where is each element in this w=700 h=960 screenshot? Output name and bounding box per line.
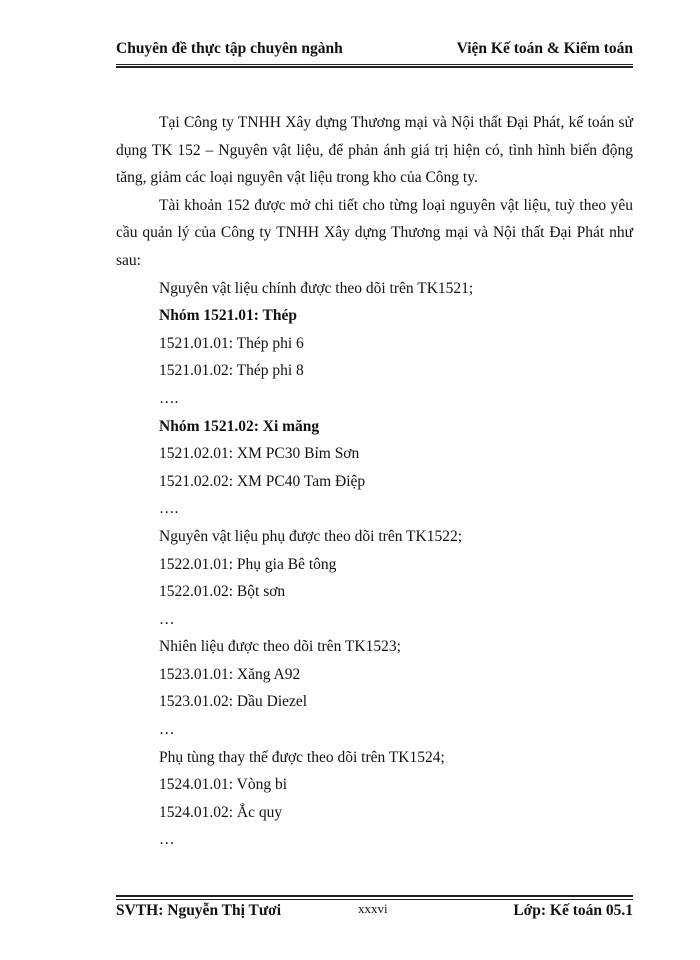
- list-line: 1522.01.02: Bột sơn: [159, 583, 286, 601]
- list-line: 1523.01.02: Dầu Diezel: [159, 693, 308, 711]
- list-line: Nguyên vật liệu phụ được theo dõi trên TK1522;: [159, 527, 463, 545]
- list-line: ….: [159, 500, 179, 518]
- group-heading: Nhóm 1521.01: Thép: [159, 307, 297, 325]
- footer-class: Lớp: Kế toán 05.1: [513, 902, 633, 919]
- list-line: 1524.01.02: Ắc quy: [159, 803, 283, 821]
- list-line: 1521.01.01: Thép phi 6: [159, 334, 304, 352]
- page-header: [116, 40, 633, 64]
- list-line: …: [159, 721, 175, 739]
- list-line: 1524.01.01: Vòng bi: [159, 776, 288, 794]
- footer-rule-thick: [116, 895, 633, 897]
- list-line: 1521.02.01: XM PC30 Bỉm Sơn: [159, 445, 360, 463]
- group-heading: Nhóm 1521.02: Xi măng: [159, 417, 320, 435]
- list-line: …: [159, 610, 175, 628]
- list-line: Phụ tùng thay thế được theo dõi trên TK1524;: [159, 748, 445, 766]
- list-line: 1521.01.02: Thép phi 8: [159, 362, 304, 380]
- footer-rule: [116, 899, 633, 900]
- header-left: Chuyên đề thực tập chuyên ngành: [116, 40, 343, 57]
- paragraph: Tài khoản 152 được mở chi tiết cho từng loại nguyên vật liệu, tuỳ theo yêu cầu quản lý của Công ty TNHH Xây dựng Thương mại và Nội thất Đại Phát như sau:: [116, 196, 633, 269]
- list-line: Nguyên vật liệu chính được theo dõi trên TK1521;: [159, 279, 474, 297]
- list-line: 1522.01.01: Phụ gia Bê tông: [159, 555, 337, 573]
- document-body: [116, 109, 633, 854]
- paragraph: Tại Công ty TNHH Xây dựng Thương mại và Nội thất Đại Phát, kế toán sử dụng TK 152 – Nguyên vật liệu, để phản ánh giá trị hiện có, tình hình biến động tăng, giảm các loại nguyên vật liệu trong kho của Công ty.: [116, 114, 633, 187]
- page-number: xxxvi: [358, 901, 388, 916]
- list-line: 1521.02.02: XM PC40 Tam Điệp: [159, 472, 366, 490]
- page-footer: [116, 901, 633, 925]
- list-line: …: [159, 831, 175, 849]
- header-right: Viện Kế toán & Kiểm toán: [456, 40, 633, 57]
- account-list: [116, 275, 633, 854]
- header-rule: [116, 64, 633, 65]
- footer-student: SVTH: Nguyễn Thị Tươi: [116, 902, 282, 919]
- header-rule-thick: [116, 66, 633, 68]
- list-line: Nhiên liệu được theo dõi trên TK1523;: [159, 638, 401, 656]
- list-line: 1523.01.01: Xăng A92: [159, 665, 301, 683]
- list-line: ….: [159, 389, 179, 407]
